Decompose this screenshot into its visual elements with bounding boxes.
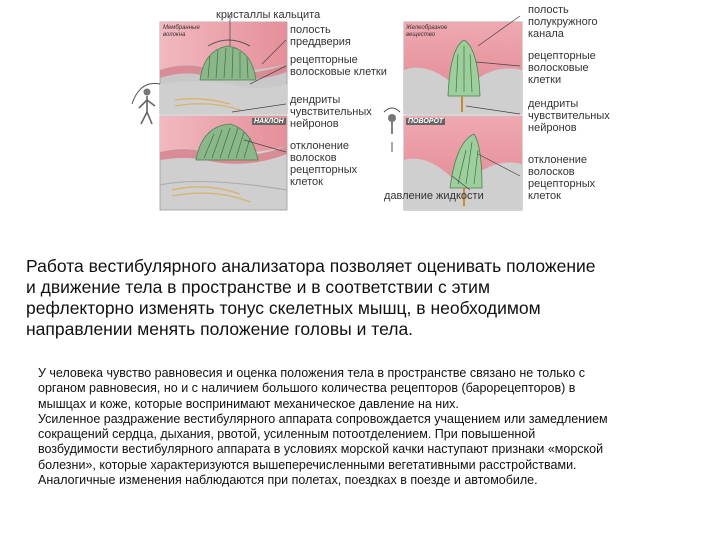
label-receptor-hair-cells: рецепторные волосковые клетки [290,54,387,78]
body-paragraph: У человека чувство равновесия и оценка положения тела в пространстве связано не только с органом равновесия, но и с наличием большого количества рецепторов (барорецепторов) в мышцах и коже, которые воспринимают механическое давление на них. Усиленное раздражение вестибулярного аппарата сопровождается учащением или замедлением сокращений сердца, дыхания, рвотой, усиленным потоотделением. При повышенной возбудимости вестибулярного аппарата в условиях морской качки наступают признаки «морской болезни», которые характеризуются вышеперечисленными вегетативными расстройствами. Аналогичные изменения наблюдаются при полетах, поездках в поезде и автомобиле. [38,366,608,488]
membrane-fibers-mini-label: Мембранные волокна [163,25,200,38]
head-figure-icon [384,108,400,134]
label-receptor-hair-cells-right: рецепторные волосковые клетки [528,50,596,86]
label-canal-cavity: полость полукружного канала [528,4,598,40]
label-hair-deflection: отклонение волосков рецепторных клеток [290,140,358,188]
rotation-tag: ПОВОРОТ [408,118,444,125]
gel-substance-mini-label: Желеобразное вещество [406,25,448,38]
label-dendrites: дендриты чувствительных нейронов [290,94,372,130]
tilt-tag: НАКЛОН [254,118,284,125]
human-figure-icon [139,89,155,125]
label-dendrites-right: дендриты чувствительных нейронов [528,98,610,134]
label-fluid-pressure: давление жидкости [384,190,484,202]
label-hair-deflection-right: отклонение волосков рецепторных клеток [528,154,596,202]
label-vestibule-cavity: полость преддверия [290,24,351,48]
otolith-panel-bottom [160,116,287,210]
lead-paragraph: Работа вестибулярного анализатора позволяет оценивать положение и движение тела в пространстве и в соответствии с этим рефлекторно изменять тонус скелетных мышц, в необходимом направлении менять положение головы и тела. [26,256,596,339]
label-calcite-crystals: кристаллы кальцита [216,9,321,21]
